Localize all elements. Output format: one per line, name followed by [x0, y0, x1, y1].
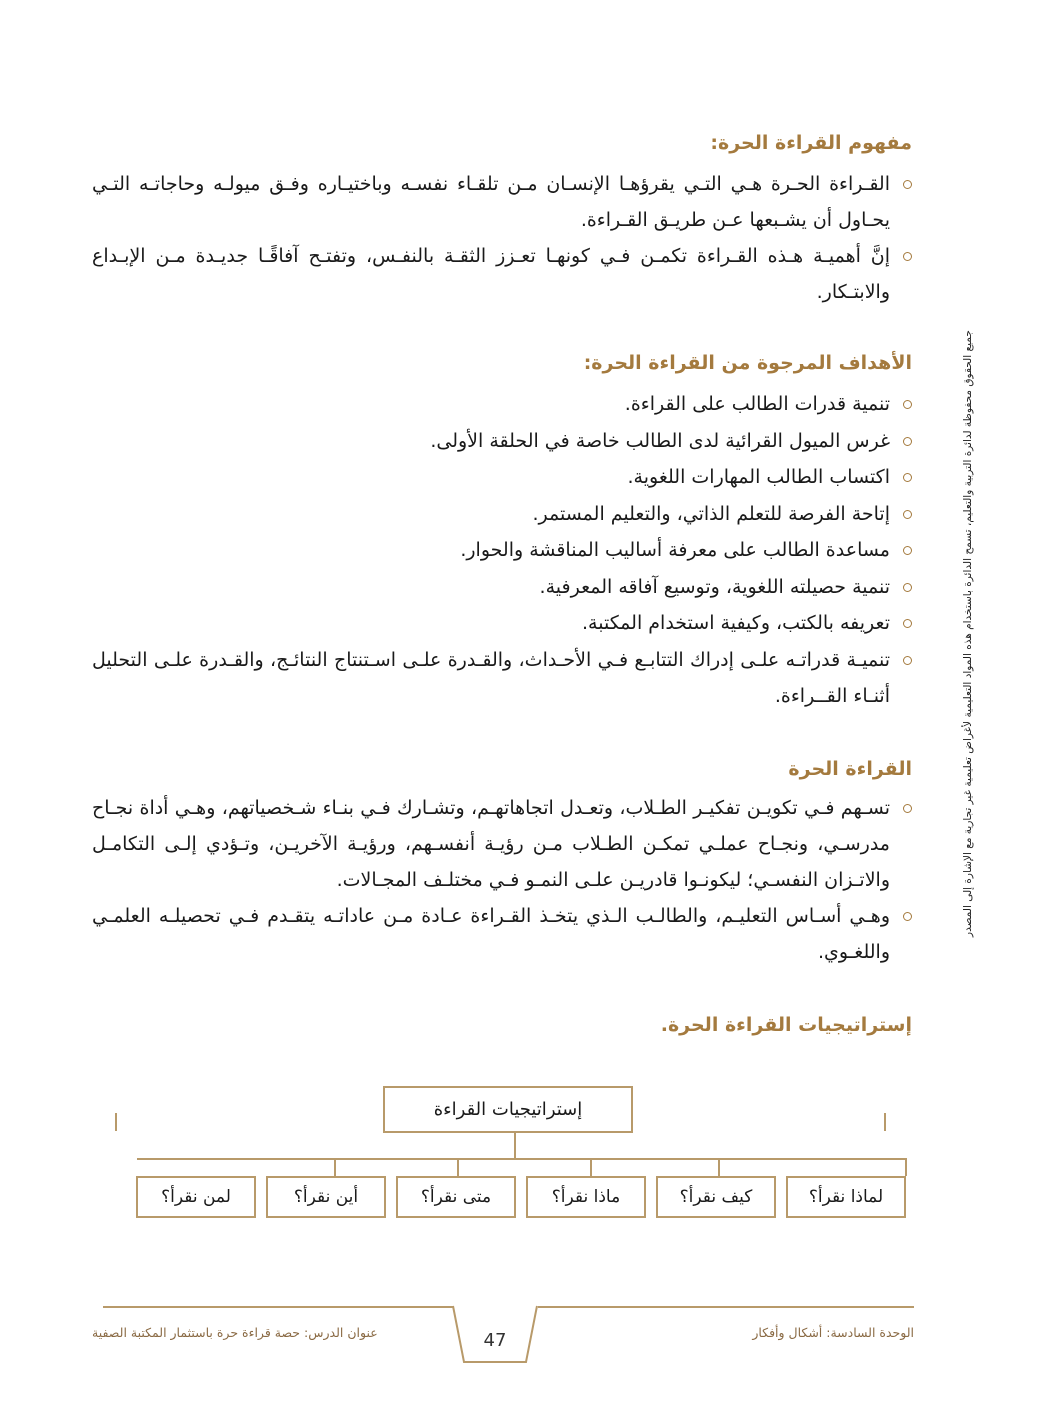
diagram-connector: [905, 1158, 907, 1176]
diagram-child-for-whom: لمن نقرأ؟: [136, 1176, 256, 1218]
list-item: مساعدة الطالب على معرفة أساليب المناقشة والحوار.: [92, 532, 912, 569]
list-item: تنميـة قدراتـه علـى إدراك التتابـع فـي الأحـداث، والقـدرة علـى اسـتنتاج النتائـج، والقـدرة علـى التحليل أثنـاء القــراءة.: [92, 642, 912, 715]
list-item: اكتساب الطالب المهارات اللغوية.: [92, 459, 912, 496]
list-item: إنَّ أهميـة هـذه القـراءة تكمـن فـي كونهـا تعـزز الثقـة بالنفـس، وتفتـح آفاقًـا جديـدة مـن الإبـداع والابتـكار.: [92, 238, 912, 310]
diagram-child-when: متى نقرأ؟: [396, 1176, 516, 1218]
diagram-root-box: إستراتيجيات القراءة: [383, 1086, 633, 1133]
section-title-goals: الأهداف المرجوة من القراءة الحرة:: [583, 352, 912, 374]
footer-rule-left: [103, 1306, 453, 1308]
footer-rule-right: [538, 1306, 914, 1308]
section-title-concept: مفهوم القراءة الحرة:: [710, 132, 912, 154]
goals-list: [92, 386, 912, 715]
diagram-connector: [590, 1158, 592, 1176]
diagram-child-what: ماذا نقرأ؟: [526, 1176, 646, 1218]
diagram-child-why: لماذا نقرأ؟: [786, 1176, 906, 1218]
list-item: تنمية قدرات الطالب على القراءة.: [92, 386, 912, 423]
diagram-child-how: كيف نقرأ؟: [656, 1176, 776, 1218]
list-item: وهـي أسـاس التعليـم، والطالـب الـذي يتخـذ القـراءة عـادة مـن عاداتـه يتقـدم فـي تحصيلـه العلمـي واللغـوي.: [92, 898, 912, 970]
section-title-strategies: إستراتيجيات القراءة الحرة.: [660, 1014, 912, 1036]
list-item: تعريفه بالكتب، وكيفية استخدام المكتبة.: [92, 605, 912, 642]
list-item: غرس الميول القرائية لدى الطالب خاصة في الحلقة الأولى.: [92, 423, 912, 460]
page-number: 47: [483, 1330, 507, 1351]
footer-lesson: عنوان الدرس: حصة قراءة حرة باستثمار المكتبة الصفية: [92, 1325, 378, 1340]
section-title-free-reading: القراءة الحرة: [788, 758, 912, 780]
list-item: إتاحة الفرصة للتعلم الذاتي، والتعليم المستمر.: [92, 496, 912, 533]
concept-list: [92, 166, 912, 310]
diagram-child-where: أين نقرأ؟: [266, 1176, 386, 1218]
list-item: القـراءة الحـرة هـي التـي يقرؤهـا الإنسـان مـن تلقـاء نفسـه وباختيـاره وفـق ميولـه وحاجاتـه التـي يحـاول أن يشـبعها عـن طريـق القـراءة.: [92, 166, 912, 238]
diagram-tick-right: [884, 1113, 886, 1131]
diagram-connector: [718, 1158, 720, 1176]
free-reading-list: [92, 790, 912, 970]
diagram-connector: [334, 1158, 336, 1176]
diagram-connector: [457, 1158, 459, 1176]
list-item: تنمية حصيلته اللغوية، وتوسيع آفاقه المعرفية.: [92, 569, 912, 606]
footer-unit: الوحدة السادسة: أشكال وأفكار: [752, 1325, 914, 1340]
diagram-horizontal-line: [137, 1158, 907, 1160]
diagram-connector: [514, 1133, 516, 1159]
copyright-side-note: جميع الحقوق محفوظة لدائرة التربية والتعليم، تسمح الدائرة باستخدام هذه المواد التعليمية لأغراض تعليمية غير تجارية مع الإشارة إلى المصدر: [962, 330, 974, 937]
list-item: تسـهم فـي تكويـن تفكيـر الطـلاب، وتعـدل اتجاهاتهـم، وتشـارك فـي بنـاء شـخصياتهم، وهـي أداة نجـاح مدرسـي، ونجـاح عملـي تمكـن الطـلاب مـن رؤيـة أنفسـهم، ورؤيـة الآخريـن، وتـؤدي إلـى التكامـل والاتـزان النفسـي؛ ليكونـوا قادريـن علـى النمـو فـي مختلـف المجـالات.: [92, 790, 912, 898]
diagram-tick-left: [115, 1113, 117, 1131]
